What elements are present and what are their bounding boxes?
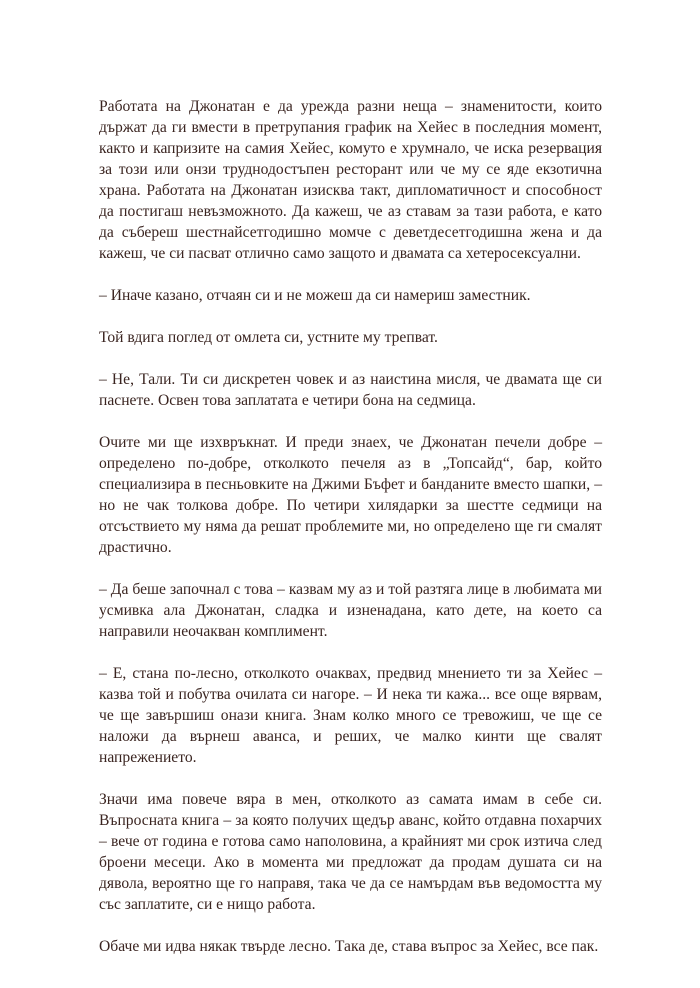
paragraph: Обаче ми идва някак твърде лесно. Така де, става въпрос за Хейес, все пак. [99, 938, 599, 955]
paragraph: – Е, стана по-лесно, отколкото очаквах, предвид мнението ти за Хейес – казва той и побутва очилата си нагоре. – И нека ти кажа... все още вярвам, че ще завършиш онази книга. Знам колко много се тревожиш, че ще се наложи да върнеш аванса, и реших, че малко кинти ще свалят напрежението. [99, 665, 602, 766]
paragraph: – Не, Тали. Ти си дискретен човек и аз наистина мисля, че двамата ще си паснете. Освен това заплатата е четири бона на седмица. [99, 371, 602, 409]
paragraph: Той вдига поглед от омлета си, устните му трепват. [99, 329, 438, 346]
paragraph: – Иначе казано, отчаян си и не можеш да си намериш заместник. [99, 287, 531, 304]
paragraph: – Да беше започнал с това – казвам му аз и той разтяга лице в любимата ми усмивка ала Джонатан, сладка и изненадана, като дете, на което са направили неочакван комплимент. [99, 581, 602, 640]
body-text [99, 96, 602, 978]
paragraph: Значи има повече вяра в мен, отколкото аз самата имам в себе си. Въпросната книга – за която получих щедър аванс, който отдавна похарчих – вече от година е готова само наполовина, а крайният ми срок изтича след броени месеци. Ако в момента ми предложат да продам душата си на дявола, вероятно ще го направя, така че да се намърдам във ведомостта му със заплатите, си е нищо работа. [99, 791, 602, 913]
paragraph: Очите ми ще изхвръкнат. И преди знаех, че Джонатан печели добре – определено по-добре, отколкото печеля аз в „Топсайд“, бар, който специализира в песньовките на Джими Бъфет и банданите вместо шапки, – но не чак толкова добре. По четири хилядарки за шестте седмици на отсъствието му няма да решат проблемите ми, но определено ще ги смалят драстично. [99, 434, 602, 556]
paragraph: Работата на Джонатан е да урежда разни неща – знаменитости, които държат да ги вмести в претрупания график на Хейес в последния момент, както и капризите на самия Хейес, комуто е хрумнало, че иска резервация за този или онзи труднодостъпен ресторант или че му се яде екзотична храна. Работата на Джонатан изисква такт, дипломатичност и способност да постигаш невъзможното. Да кажеш, че аз ставам за тази работа, е като да събереш шестнайсетгодишно момче с деветдесетгодишна жена и да кажеш, че си пасват отлично само защото и двамата са хетеросексуални. [99, 98, 602, 262]
